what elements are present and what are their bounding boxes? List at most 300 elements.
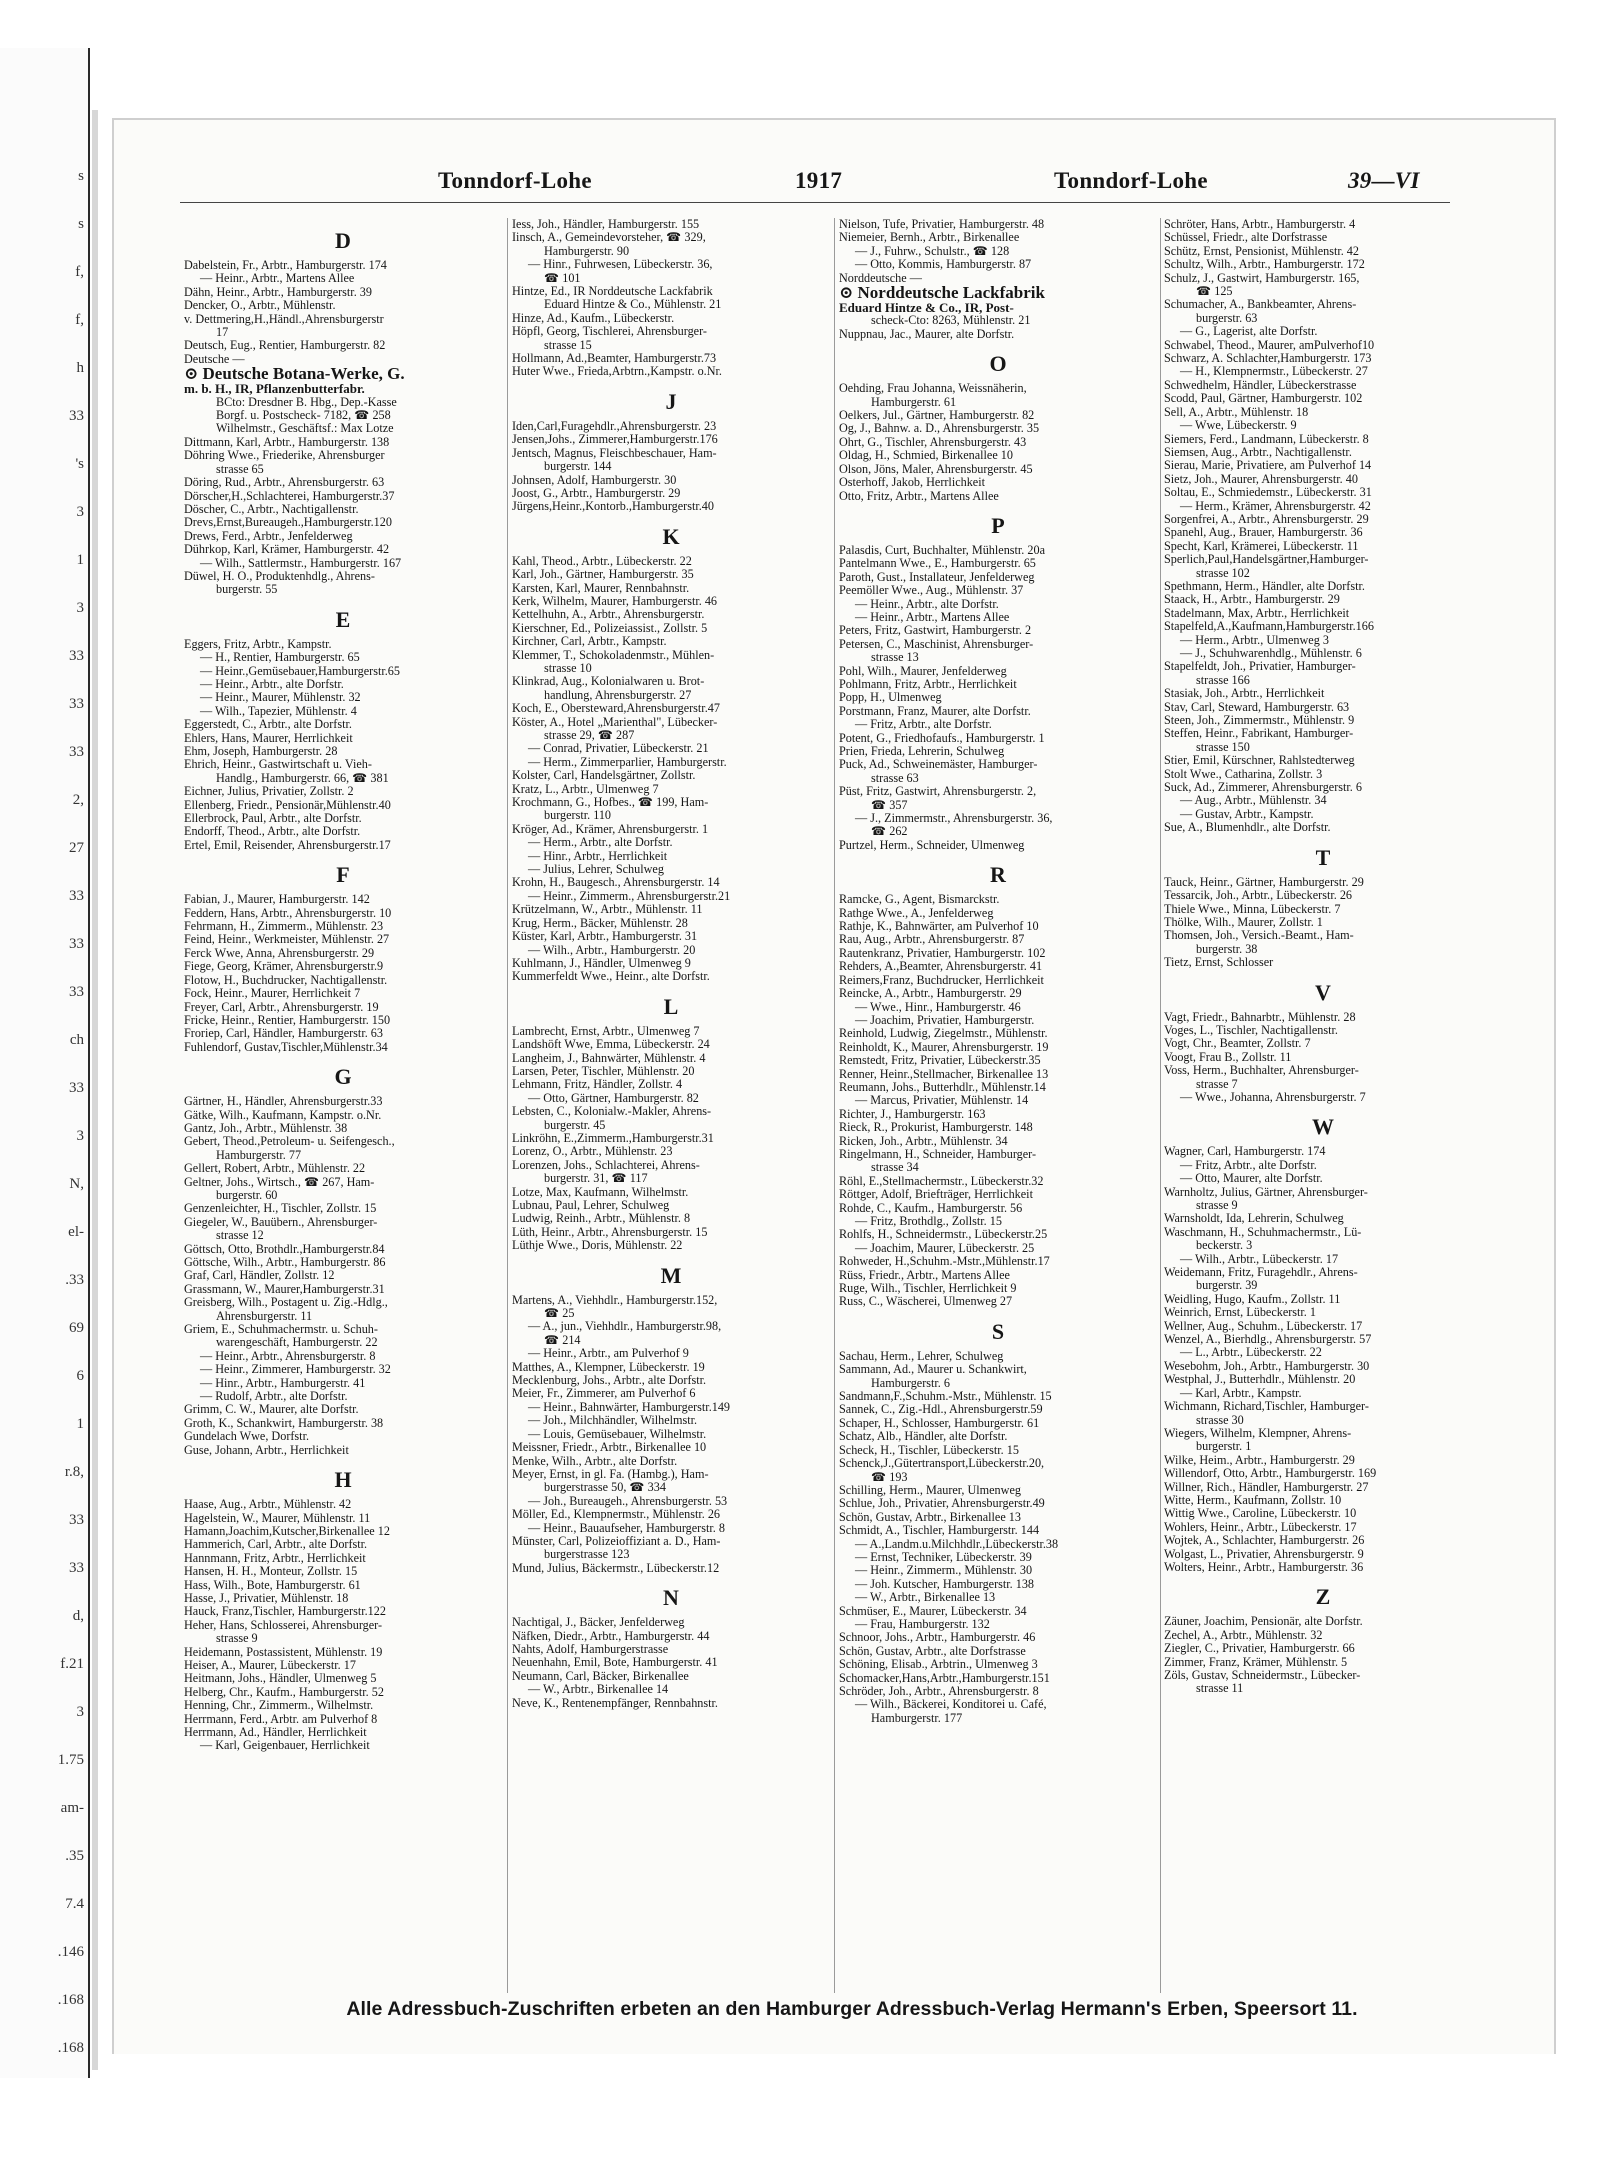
directory-entry: Weidemann, Fritz, Furagehdlr., Ahrens-: [1164, 1266, 1358, 1280]
entry-continuation: ☎ 125: [1196, 285, 1233, 299]
margin-fragment: 3: [76, 1704, 84, 1720]
directory-entry: Olson, Jöns, Maler, Ahrensburgerstr. 45: [839, 462, 1033, 476]
directory-column-3: [839, 218, 1157, 1725]
entry-continuation: burgerstr. 55: [216, 583, 278, 597]
directory-entry: Schaper, H., Schlosser, Hamburgerstr. 61: [839, 1416, 1040, 1430]
directory-entry: Wittig Wwe., Caroline, Lübeckerstr. 10: [1164, 1507, 1357, 1521]
directory-entry: Stapelfeld,A.,Kaufmann,Hamburgerstr.166: [1164, 620, 1374, 634]
directory-entry: Vogt, Chr., Beamter, Zollstr. 7: [1164, 1037, 1311, 1051]
directory-entry: Kirchner, Carl, Arbtr., Kampstr.: [512, 635, 667, 649]
directory-entry: Drews, Ferd., Arbtr., Jenfelderweg: [184, 529, 353, 543]
directory-entry: Rathje, K., Bahnwärter, am Pulverhof 10: [839, 920, 1039, 934]
entry-continuation: Hamburgerstr. 6: [871, 1376, 950, 1390]
directory-entry: Eggerstedt, C., Arbtr., alte Dorfstr.: [184, 718, 352, 732]
directory-entry: Ferck Wwe, Anna, Ahrensburgerstr. 29: [184, 946, 375, 960]
directory-entry: — L., Arbtr., Lübeckerstr. 22: [1180, 1346, 1322, 1360]
directory-entry: Steffen, Heinr., Fabrikant, Hamburger-: [1164, 727, 1354, 741]
directory-entry: Froriep, Carl, Händler, Hamburgerstr. 63: [184, 1027, 383, 1041]
margin-fragment: 33: [69, 1560, 84, 1576]
directory-entry: Schomacker,Hans,Arbtr.,Hamburgerstr.151: [839, 1671, 1050, 1685]
directory-entry: — Fritz, Arbtr., alte Dorfstr.: [855, 718, 992, 732]
directory-entry: Jensen,Johs., Zimmerer,Hamburgerstr.176: [512, 433, 718, 447]
directory-entry: Landshöft Wwe, Emma, Lübeckerstr. 24: [512, 1038, 710, 1052]
directory-entry: — Heinr., Arbtr., am Pulverhof 9: [528, 1347, 689, 1361]
directory-entry: Schön, Gustav, Arbtr., Birkenallee 13: [839, 1510, 1021, 1524]
directory-entry: Zöls, Gustav, Schneidermstr., Lübecker-: [1164, 1669, 1361, 1682]
directory-entry: — Hinr., Fuhrwesen, Lübeckerstr. 36,: [528, 258, 713, 272]
directory-entry: Pohlmann, Fritz, Arbtr., Herrlichkeit: [839, 677, 1017, 691]
directory-entry: Schröder, Joh., Arbtr., Ahrensburgerstr. 8: [839, 1685, 1039, 1698]
directory-entry: Specht, Karl, Krämerei, Lübeckerstr. 11: [1164, 539, 1359, 553]
directory-entry: Oelkers, Jul., Gärtner, Hamburgerstr. 82: [839, 409, 1035, 423]
directory-entry: Voss, Herm., Buchhalter, Ahrensburger-: [1164, 1064, 1359, 1078]
directory-entry: Ehm, Joseph, Hamburgerstr. 28: [184, 745, 338, 758]
directory-entry: Heidemann, Postassistent, Mühlenstr. 19: [184, 1645, 383, 1659]
directory-entry: Rehders, A.,Beamter, Ahrensburgerstr. 41: [839, 960, 1043, 974]
directory-entry: Kuhlmann, J., Händler, Ulmenweg 9: [512, 956, 691, 970]
directory-entry: Rohde, C., Kaufm., Hamburgerstr. 56: [839, 1201, 1023, 1215]
entry-continuation: burgerstr. 38: [1196, 942, 1258, 956]
directory-entry: Wenzel, A., Bierhdlg., Ahrensburgerstr. 57: [1164, 1333, 1372, 1347]
directory-entry: Fricke, Heinr., Rentier, Hamburgerstr. 150: [184, 1013, 391, 1027]
directory-entry: Heitmann, Johs., Händler, Ulmenweg 5: [184, 1672, 377, 1686]
directory-entry: Gundelach Wwe, Dorfstr.: [184, 1430, 309, 1444]
entry-continuation: Hamburgerstr. 61: [871, 395, 957, 409]
entry-continuation: strasse 13: [871, 651, 919, 665]
directory-entry: Norddeutsche —: [839, 271, 922, 285]
directory-entry: Stapelfeldt, Joh., Privatier, Hamburger-: [1164, 660, 1356, 674]
directory-entry: Fock, Heinr., Maurer, Herrlichkeit 7: [184, 987, 361, 1001]
directory-entry: Fiege, Georg, Krämer, Ahrensburgerstr.9: [184, 960, 384, 974]
directory-entry: — H., Rentier, Hamburgerstr. 65: [200, 651, 360, 665]
directory-entry: Scheck, H., Tischler, Lübeckerstr. 15: [839, 1443, 1019, 1457]
directory-entry: Warnsholdt, Ida, Lehrerin, Schulweg: [1164, 1212, 1344, 1226]
margin-fragment: 33: [69, 888, 84, 904]
directory-entry: — Wilh., Arbtr., Lübeckerstr. 17: [1180, 1252, 1339, 1266]
directory-entry: Schön, Gustav, Arbtr., alte Dorfstrasse: [839, 1644, 1026, 1658]
directory-entry: Og, J., Bahnw. a. D., Ahrensburgerstr. 35: [839, 422, 1040, 436]
margin-fragment: .35: [65, 1848, 84, 1864]
directory-entry: — Rudolf, Arbtr., alte Dorfstr.: [200, 1390, 348, 1404]
entry-continuation: burgerstrasse 123: [544, 1548, 630, 1562]
margin-fragment: f,: [75, 264, 84, 280]
margin-fragment: 33: [69, 648, 84, 664]
directory-entry: Koch, E., Obersteward,Ahrensburgerstr.47: [512, 702, 720, 716]
margin-fragment: 33: [69, 744, 84, 760]
directory-entry: Vagt, Friedr., Bahnarbtr., Mühlenstr. 28: [1164, 1010, 1356, 1024]
directory-entry: Ricken, Joh., Arbtr., Mühlenstr. 34: [839, 1134, 1008, 1148]
directory-entry: — Wwe., Johanna, Ahrensburgerstr. 7: [1180, 1090, 1366, 1104]
directory-entry: Zimmer, Franz, Krämer, Mühlenstr. 5: [1164, 1655, 1348, 1669]
entry-continuation: Hamburgerstr. 90: [544, 244, 630, 258]
directory-entry: — J., Schuhwarenhdlg., Mühlenstr. 6: [1180, 647, 1362, 660]
directory-entry: Ludwig, Reinh., Arbtr., Mühlenstr. 8: [512, 1212, 691, 1226]
entry-continuation: burgerstr. 45: [544, 1118, 606, 1132]
directory-entry: Meyer, Ernst, in gl. Fa. (Hambg.), Ham-: [512, 1467, 709, 1481]
directory-entry: ⊙ Deutsche Botana-Werke, G.: [184, 366, 405, 383]
publisher-footer: Alle Adressbuch-Zuschriften erbeten an den Hamburger Adressbuch-Verlag Hermann's Erben, Speersort 11.: [346, 1998, 1358, 2020]
directory-entry: Thomsen, Joh., Versich.-Beamt., Ham-: [1164, 929, 1354, 943]
directory-entry: — Heinr., Arbtr., Ahrensburgerstr. 8: [200, 1349, 376, 1363]
margin-fragment: 33: [69, 1512, 84, 1528]
directory-entry: Iinsch, A., Gemeindevorsteher, ☎ 329,: [512, 231, 706, 245]
directory-entry: Iess, Joh., Händler, Hamburgerstr. 155: [512, 218, 700, 231]
directory-entry: Richter, J., Hamburgerstr. 163: [839, 1107, 986, 1121]
directory-entry: Waschmann, H., Schuhmachermstr., Lü-: [1164, 1225, 1362, 1239]
directory-entry: Geltner, Johs., Wirtsch., ☎ 267, Ham-: [184, 1175, 375, 1189]
directory-entry: Porstmann, Franz, Maurer, alte Dorfstr.: [839, 704, 1031, 718]
directory-entry: — Heinr., Arbtr., Martens Allee: [200, 272, 355, 286]
directory-entry: Kahl, Theod., Arbtr., Lübeckerstr. 22: [512, 554, 692, 568]
directory-entry: — Otto, Gärtner, Hamburgerstr. 82: [528, 1091, 699, 1105]
directory-entry: Lehmann, Fritz, Händler, Zollstr. 4: [512, 1078, 683, 1092]
directory-entry: Nahts, Adolf, Hamburgerstrasse: [512, 1642, 669, 1656]
entry-continuation: Borgf. u. Postscheck- 7182, ☎ 258: [216, 409, 391, 423]
margin-fragment: 33: [69, 936, 84, 952]
directory-entry: Döring, Rud., Arbtr., Ahrensburgerstr. 63: [184, 476, 385, 490]
directory-entry: Schilling, Herm., Maurer, Ulmenweg: [839, 1483, 1021, 1497]
directory-entry: Potent, G., Friedhofaufs., Hamburgerstr. 1: [839, 731, 1045, 745]
directory-entry: Reumann, Johs., Butterhdlr., Mühlenstr.14: [839, 1080, 1046, 1094]
directory-entry: Meier, Fr., Zimmerer, am Pulverhof 6: [512, 1387, 696, 1401]
entry-continuation: strasse 63: [871, 771, 919, 785]
directory-entry: Haase, Aug., Arbtr., Mühlenstr. 42: [184, 1498, 352, 1512]
directory-entry: — Hinr., Arbtr., Herrlichkeit: [528, 849, 668, 863]
directory-entry: Ringelmann, H., Schneider, Hamburger-: [839, 1147, 1037, 1161]
directory-entry: Giegeler, W., Bauübern., Ahrensburger-: [184, 1215, 378, 1229]
entry-continuation: strasse 12: [216, 1229, 264, 1243]
directory-entry: Schmidt, A., Tischler, Hamburgerstr. 144: [839, 1524, 1040, 1538]
section-letter: W: [1312, 1114, 1334, 1140]
directory-entry: Stasiak, Joh., Arbtr., Herrlichkeit: [1164, 687, 1325, 701]
directory-entry: Rathge Wwe., A., Jenfelderweg: [839, 906, 994, 920]
directory-entry: Rautenkranz, Privatier, Hamburgerstr. 102: [839, 946, 1046, 960]
directory-entry: Gärtner, H., Händler, Ahrensburgerstr.33: [184, 1095, 383, 1109]
directory-entry: Linkröhn, E.,Zimmerm.,Hamburgerstr.31: [512, 1131, 714, 1145]
entry-continuation: burgerstrasse 50, ☎ 334: [544, 1481, 666, 1495]
directory-entry: Steen, Joh., Zimmermstr., Mühlenstr. 9: [1164, 714, 1355, 728]
directory-entry: — Wilh., Arbtr., Hamburgerstr. 20: [528, 943, 696, 957]
directory-entry: — H., Klempnermstr., Lübeckerstr. 27: [1180, 365, 1368, 379]
directory-entry: Ramcke, G., Agent, Bismarckstr.: [839, 893, 1000, 907]
directory-entry: Kettelhuhn, A., Arbtr., Ahrensburgerstr.: [512, 608, 705, 622]
directory-entry: Zechel, A., Arbtr., Mühlenstr. 32: [1164, 1628, 1323, 1642]
directory-entry: Schüssel, Friedr., alte Dorfstrasse: [1164, 231, 1328, 245]
directory-entry: Thiele Wwe., Minna, Lübeckerstr. 7: [1164, 902, 1341, 916]
directory-entry: Sammann, Ad., Maurer u. Schankwirt,: [839, 1363, 1027, 1377]
directory-entry: Schumacher, A., Bankbeamter, Ahrens-: [1164, 298, 1357, 312]
directory-entry: Küster, Karl, Arbtr., Hamburgerstr. 31: [512, 930, 698, 944]
margin-fragment: f,: [75, 312, 84, 328]
directory-entry: — Heinr., Zimmerer, Hamburgerstr. 32: [200, 1363, 391, 1377]
section-letter: H: [334, 1467, 352, 1493]
directory-entry: Schatz, Alb., Händler, alte Dorfstr.: [839, 1430, 1008, 1444]
directory-entry: Pantelmann Wwe., E., Hamburgerstr. 65: [839, 557, 1036, 571]
directory-entry: Lorenz, O., Arbtr., Mühlenstr. 23: [512, 1145, 673, 1159]
directory-entry: Gätke, Wilh., Kaufmann, Kampstr. o.Nr.: [184, 1108, 382, 1122]
directory-entry: Nuppnau, Jac., Maurer, alte Dorfstr.: [839, 327, 1015, 341]
directory-entry: Göttsche, Wilh., Arbtr., Hamburgerstr. 86: [184, 1256, 386, 1269]
directory-entry: — A.,Landm.u.Milchhdlr.,Lübeckerstr.38: [855, 1537, 1059, 1551]
directory-entry: Ruge, Wilh., Tischler, Herrlichkeit 9: [839, 1282, 1017, 1296]
directory-entry: Mecklenburg, Johs., Arbtr., alte Dorfstr.: [512, 1374, 707, 1388]
margin-fragment: f.21: [60, 1656, 84, 1672]
directory-entry: Schwedhelm, Händler, Lübeckerstrasse: [1164, 378, 1357, 392]
directory-entry: — Herm., Krämer, Ahrensburgerstr. 42: [1180, 499, 1371, 513]
directory-entry: — Wilh., Tapezier, Mühlenstr. 4: [200, 704, 357, 718]
margin-fragment: d,: [72, 1608, 84, 1624]
directory-entry: — Frau, Hamburgerstr. 132: [855, 1617, 990, 1631]
directory-entry: Wellner, Aug., Schuhm., Lübeckerstr. 17: [1164, 1319, 1363, 1333]
directory-entry: — Wwe., Hinr., Hamburgerstr. 46: [855, 1000, 1021, 1014]
directory-entry: Döscher, C., Arbtr., Nachtigallenstr.: [184, 502, 359, 516]
directory-entry: — Fritz, Arbtr., alte Dorfstr.: [1180, 1158, 1317, 1172]
directory-entry: Martens, A., Viehhdlr., Hamburgerstr.152,: [512, 1293, 718, 1307]
directory-entry: Larsen, Peter, Tischler, Mühlenstr. 20: [512, 1064, 695, 1078]
directory-entry: Purtzel, Herm., Schneider, Ulmenweg: [839, 838, 1025, 852]
margin-fragment: h: [76, 360, 84, 376]
directory-entry: — J., Fuhrw., Schulstr., ☎ 128: [855, 244, 1010, 258]
directory-entry: — Heinr., Bauaufseher, Hamburgerstr. 8: [528, 1521, 725, 1535]
directory-entry: Stolt Wwe., Catharina, Zollstr. 3: [1164, 767, 1323, 781]
directory-entry: Lebsten, C., Kolonialw.-Makler, Ahrens-: [512, 1105, 712, 1119]
section-letter: F: [336, 862, 350, 888]
entry-continuation: Hamburgerstr. 77: [216, 1148, 302, 1162]
directory-entry: Witte, Herm., Kaufmann, Zollstr. 10: [1164, 1493, 1342, 1507]
directory-entry: Krochmann, G., Hofbes., ☎ 199, Ham-: [512, 796, 709, 810]
margin-fragment: 1: [76, 1416, 84, 1432]
directory-entry: — W., Arbtr., Birkenallee 13: [855, 1591, 996, 1605]
page-header: [310, 168, 1450, 202]
directory-entry: Grimm, C. W., Maurer, alte Dorfstr.: [184, 1403, 359, 1417]
directory-entry: Voogt, Frau B., Zollstr. 11: [1164, 1050, 1292, 1064]
directory-entry: — Marcus, Privatier, Mühlenstr. 14: [855, 1094, 1029, 1108]
directory-entry: Russ, C., Wäscherei, Ulmenweg 27: [839, 1295, 1013, 1309]
entry-continuation: strasse 166: [1196, 673, 1250, 687]
directory-entry: — Joachim, Privatier, Hamburgerstr.: [855, 1013, 1035, 1027]
directory-entry: Schwarz, A. Schlachter,Hamburgerstr. 173: [1164, 352, 1372, 366]
entry-continuation: strasse 102: [1196, 566, 1250, 580]
column-rule: [1160, 218, 1161, 1993]
directory-entry: Fehrmann, H., Zimmerm., Mühlenstr. 23: [184, 920, 384, 934]
directory-entry: — Louis, Gemüsebauer, Wilhelmstr.: [528, 1427, 707, 1441]
directory-entry: Hagelstein, W., Maurer, Mühlenstr. 11: [184, 1511, 371, 1525]
directory-entry: Ertel, Emil, Reisender, Ahrensburgerstr.17: [184, 838, 391, 852]
directory-entry: Prien, Frieda, Lehrerin, Schulweg: [839, 745, 1005, 758]
directory-entry: Reinhold, Ludwig, Ziegelmstr., Mühlenstr.: [839, 1027, 1048, 1041]
margin-fragment: 1.75: [57, 1752, 84, 1768]
directory-entry: — Julius, Lehrer, Schulweg: [528, 863, 664, 877]
directory-entry: Ehrich, Heinr., Gastwirtschaft u. Vieh-: [184, 758, 372, 772]
directory-entry: — Karl, Arbtr., Kampstr.: [1180, 1386, 1302, 1400]
directory-entry: — Joh. Kutscher, Hamburgerstr. 138: [855, 1577, 1035, 1591]
margin-fragment: s: [78, 216, 84, 232]
directory-entry: Hintze, Ed., IR Norddeutsche Lackfabrik: [512, 285, 713, 299]
directory-entry: — Ernst, Techniker, Lübeckerstr. 39: [855, 1550, 1032, 1564]
directory-entry: Neumann, Carl, Bäcker, Birkenallee: [512, 1669, 689, 1683]
directory-entry: Fabian, J., Maurer, Hamburgerstr. 142: [184, 893, 370, 907]
directory-entry: — Heinr., Maurer, Mühlenstr. 32: [200, 691, 361, 705]
entry-continuation: warengeschäft, Hamburgerstr. 22: [216, 1336, 378, 1350]
margin-fragment: r.8,: [64, 1464, 84, 1480]
directory-entry: — Heinr., Zimmerm., Mühlenstr. 30: [855, 1564, 1033, 1578]
entry-continuation: scheck-Cto: 8263, Mühlenstr. 21: [871, 314, 1031, 328]
directory-entry: Meissner, Friedr., Arbtr., Birkenallee 10: [512, 1441, 707, 1455]
directory-entry: Genzenleichter, H., Tischler, Zollstr. 15: [184, 1202, 377, 1216]
directory-entry: — Wilh., Sattlermstr., Hamburgerstr. 167: [200, 556, 402, 570]
directory-entry: Joost, G., Arbtr., Hamburgerstr. 29: [512, 486, 681, 500]
directory-entry: Möller, Ed., Klempnermstr., Mühlenstr. 26: [512, 1508, 721, 1522]
entry-continuation: strasse 9: [216, 1632, 258, 1646]
directory-entry: Sell, A., Arbtr., Mühlenstr. 18: [1164, 405, 1309, 419]
book-gutter: [92, 110, 98, 2070]
margin-fragment: ch: [69, 1032, 84, 1048]
directory-entry: ⊙ Norddeutsche Lackfabrik: [839, 285, 1045, 302]
directory-entry: Lotze, Max, Kaufmann, Wilhelmstr.: [512, 1185, 689, 1199]
directory-entry: Karsten, Karl, Maurer, Rennbahnstr.: [512, 581, 690, 595]
directory-entry: Ellerbrock, Paul, Arbtr., alte Dorfstr.: [184, 812, 362, 826]
margin-fragment: 33: [69, 1080, 84, 1096]
directory-entry: Neuenhahn, Emil, Bote, Hamburgerstr. 41: [512, 1656, 718, 1670]
directory-entry: Wilke, Heim., Arbtr., Hamburgerstr. 29: [1164, 1453, 1355, 1467]
directory-entry: Johnsen, Adolf, Hamburgerstr. 30: [512, 473, 677, 487]
directory-entry: Schöning, Elisab., Arbtrin., Ulmenweg 3: [839, 1658, 1038, 1672]
directory-entry: Pohl, Wilh., Maurer, Jenfelderweg: [839, 664, 1007, 678]
directory-entry: Graf, Carl, Händler, Zollstr. 12: [184, 1269, 335, 1283]
directory-entry: — Hinr., Arbtr., Hamburgerstr. 41: [200, 1376, 366, 1390]
directory-entry: Wesebohm, Joh., Arbtr., Hamburgerstr. 30: [1164, 1359, 1370, 1373]
directory-entry: — Joh., Bureaugeh., Ahrensburgerstr. 53: [528, 1494, 728, 1508]
directory-entry: Rohlfs, H., Schneidermstr., Lübeckerstr.25: [839, 1228, 1048, 1242]
directory-entry: Rüss, Friedr., Arbtr., Martens Allee: [839, 1268, 1010, 1282]
directory-entry: — Joachim, Maurer, Lübeckerstr. 25: [855, 1241, 1035, 1255]
directory-entry: Tessarcik, Joh., Arbtr., Lübeckerstr. 26: [1164, 889, 1353, 903]
directory-entry: Deutsch, Eug., Rentier, Hamburgerstr. 82: [184, 339, 386, 353]
entry-continuation: Eduard Hintze & Co., Mühlenstr. 21: [544, 298, 722, 312]
directory-entry: Wolgast, L., Privatier, Ahrensburgerstr. 9: [1164, 1547, 1364, 1561]
directory-entry: — Gustav, Arbtr., Kampstr.: [1180, 807, 1314, 821]
entry-continuation: strasse 7: [1196, 1077, 1238, 1091]
entry-continuation: burgerstr. 1: [1196, 1440, 1252, 1454]
directory-entry: Hollmann, Ad.,Beamter, Hamburgerstr.73: [512, 352, 717, 366]
margin-fragment: 3: [76, 504, 84, 520]
directory-entry: — Conrad, Privatier, Lübeckerstr. 21: [528, 742, 709, 756]
directory-entry: Wiegers, Wilhelm, Klempner, Ahrens-: [1164, 1426, 1352, 1440]
directory-entry: Sperlich,Paul,Handelsgärtner,Hamburger-: [1164, 553, 1369, 567]
directory-entry: Scodd, Paul, Gärtner, Hamburgerstr. 102: [1164, 392, 1363, 406]
entry-continuation: BCto: Dresdner B. Hbg., Dep.-Kasse: [216, 395, 397, 409]
directory-entry: Dittmann, Karl, Arbtr., Hamburgerstr. 138: [184, 435, 390, 449]
header-rule: [180, 202, 1450, 203]
margin-fragment: 3: [76, 600, 84, 616]
directory-entry: — Joh., Milchhändler, Wilhelmstr.: [528, 1414, 698, 1428]
entry-continuation: ☎ 214: [544, 1333, 581, 1347]
margin-fragment: 69: [69, 1320, 84, 1336]
directory-entry: Thölke, Wilh., Maurer, Zollstr. 1: [1164, 915, 1323, 929]
section-letter: V: [1315, 979, 1331, 1005]
entry-continuation: strasse 65: [216, 462, 264, 476]
section-letter: P: [991, 512, 1005, 538]
directory-entry: Gebert, Theod.,Petroleum- u. Seifengesch.,: [184, 1135, 395, 1149]
directory-entry: v. Dettmering,H.,Händl.,Ahrensburgerstr: [184, 312, 384, 326]
directory-entry: Rieck, R., Prokurist, Hamburgerstr. 148: [839, 1121, 1033, 1135]
directory-entry: Sannek, C., Zig.-Hdl., Ahrensburgerstr.59: [839, 1403, 1043, 1417]
directory-entry: Hamann,Joachim,Kutscher,Birkenallee 12: [184, 1524, 390, 1538]
directory-entry: Kierschner, Ed., Polizeiassist., Zollstr. 5: [512, 621, 708, 635]
margin-fragment: .168: [57, 2040, 84, 2056]
directory-entry: Karl, Joh., Gärtner, Hamburgerstr. 35: [512, 568, 694, 582]
directory-entry: Henning, Chr., Zimmerm., Wilhelmstr.: [184, 1699, 374, 1713]
header-page-number: 39—VI: [1348, 168, 1420, 193]
directory-entry: Hammerich, Carl, Arbtr., alte Dorfstr.: [184, 1538, 368, 1552]
directory-entry: Wichmann, Richard,Tischler, Hamburger-: [1164, 1400, 1369, 1414]
directory-entry: Sietz, Joh., Maurer, Ahrensburgerstr. 40: [1164, 472, 1358, 486]
directory-entry: Huter Wwe., Frieda,Arbtrn.,Kampstr. o.Nr.: [512, 365, 722, 379]
header-left-title: Tonndorf-Lohe: [438, 168, 592, 193]
directory-entry: Sierau, Marie, Privatiere, am Pulverhof 14: [1164, 459, 1372, 473]
directory-entry: Hasse, J., Privatier, Mühlenstr. 18: [184, 1591, 349, 1605]
directory-entry: Paroth, Gust., Installateur, Jenfelderweg: [839, 570, 1035, 584]
directory-entry: Hauck, Franz,Tischler, Hamburgerstr.122: [184, 1605, 386, 1619]
directory-entry: Drevs,Ernst,Bureaugeh.,Hamburgerstr.120: [184, 516, 392, 530]
directory-entry: Siemers, Ferd., Landmann, Lübeckerstr. 8: [1164, 432, 1369, 446]
directory-entry: Lorenzen, Johs., Schlachterei, Ahrens-: [512, 1158, 700, 1172]
directory-entry: Staack, H., Arbtr., Hamburgerstr. 29: [1164, 593, 1340, 607]
header-year: 1917: [795, 168, 843, 193]
previous-page-edge: [0, 48, 90, 2078]
directory-entry: Hannmann, Fritz, Arbtr., Herrlichkeit: [184, 1551, 366, 1565]
directory-entry: Reimers,Franz, Buchdrucker, Herrlichkeit: [839, 973, 1044, 987]
directory-column-1: [184, 218, 502, 1753]
directory-entry: Jentsch, Magnus, Fleischbeschauer, Ham-: [512, 446, 717, 460]
directory-entry: Popp, H., Ulmenweg: [839, 691, 942, 705]
directory-entry: Döhring Wwe., Friederike, Ahrensburger: [184, 449, 385, 463]
margin-fragment: .146: [57, 1944, 84, 1960]
directory-entry: — W., Arbtr., Birkenallee 14: [528, 1683, 669, 1697]
entry-continuation: handlung, Ahrensburgerstr. 27: [544, 688, 692, 702]
margin-fragment: 33: [69, 408, 84, 424]
directory-entry: Eichner, Julius, Privatier, Zollstr. 2: [184, 785, 354, 799]
margin-fragment: 1: [76, 552, 84, 568]
directory-entry: Klemmer, T., Schokoladenmstr., Mühlen-: [512, 648, 715, 662]
entry-continuation: Hamburgerstr. 177: [871, 1711, 963, 1725]
directory-entry: Schlue, Joh., Privatier, Ahrensburgerstr.49: [839, 1497, 1045, 1511]
margin-fragment: N,: [69, 1176, 84, 1192]
directory-entry: Rohweder, H.,Schuhm.-Mstr.,Mühlenstr.17: [839, 1255, 1050, 1269]
section-letter: M: [660, 1262, 682, 1288]
directory-entry: Schnoor, Johs., Arbtr., Hamburgerstr. 46: [839, 1631, 1036, 1645]
directory-entry: — Heinr.,Gemüsebauer,Hamburgerstr.65: [200, 664, 400, 678]
margin-fragment: 33: [69, 696, 84, 712]
directory-entry: Schmüser, E., Maurer, Lübeckerstr. 34: [839, 1604, 1027, 1618]
directory-entry: Otto, Fritz, Arbtr., Martens Allee: [839, 489, 999, 503]
directory-entry: Oldag, H., Schmied, Birkenallee 10: [839, 449, 1013, 463]
directory-entry: Weinrich, Ernst, Lübeckerstr. 1: [1164, 1306, 1316, 1320]
directory-entry: Hass, Wilh., Bote, Hamburgerstr. 61: [184, 1578, 361, 1592]
entry-continuation: beckerstr. 3: [1196, 1239, 1253, 1253]
margin-fragment: 7.4: [65, 1896, 84, 1912]
directory-entry: Wagner, Carl, Hamburgerstr. 174: [1164, 1145, 1326, 1159]
section-letter: N: [663, 1585, 679, 1611]
directory-entry: — Wwe, Lübeckerstr. 9: [1180, 419, 1297, 433]
directory-entry: Endorff, Theod., Arbtr., alte Dorfstr.: [184, 825, 361, 839]
directory-entry: Grassmann, W., Maurer,Hamburgerstr.31: [184, 1282, 385, 1296]
directory-entry: Ehlers, Hans, Maurer, Herrlichkeit: [184, 731, 353, 745]
directory-entry: Mund, Julius, Bäckermstr., Lübeckerstr.12: [512, 1561, 720, 1575]
directory-entry: Peters, Fritz, Gastwirt, Hamburgerstr. 2: [839, 624, 1032, 638]
section-letter: K: [662, 523, 680, 549]
directory-entry: Jürgens,Heinr.,Kontorb.,Hamburgerstr.40: [512, 500, 714, 514]
